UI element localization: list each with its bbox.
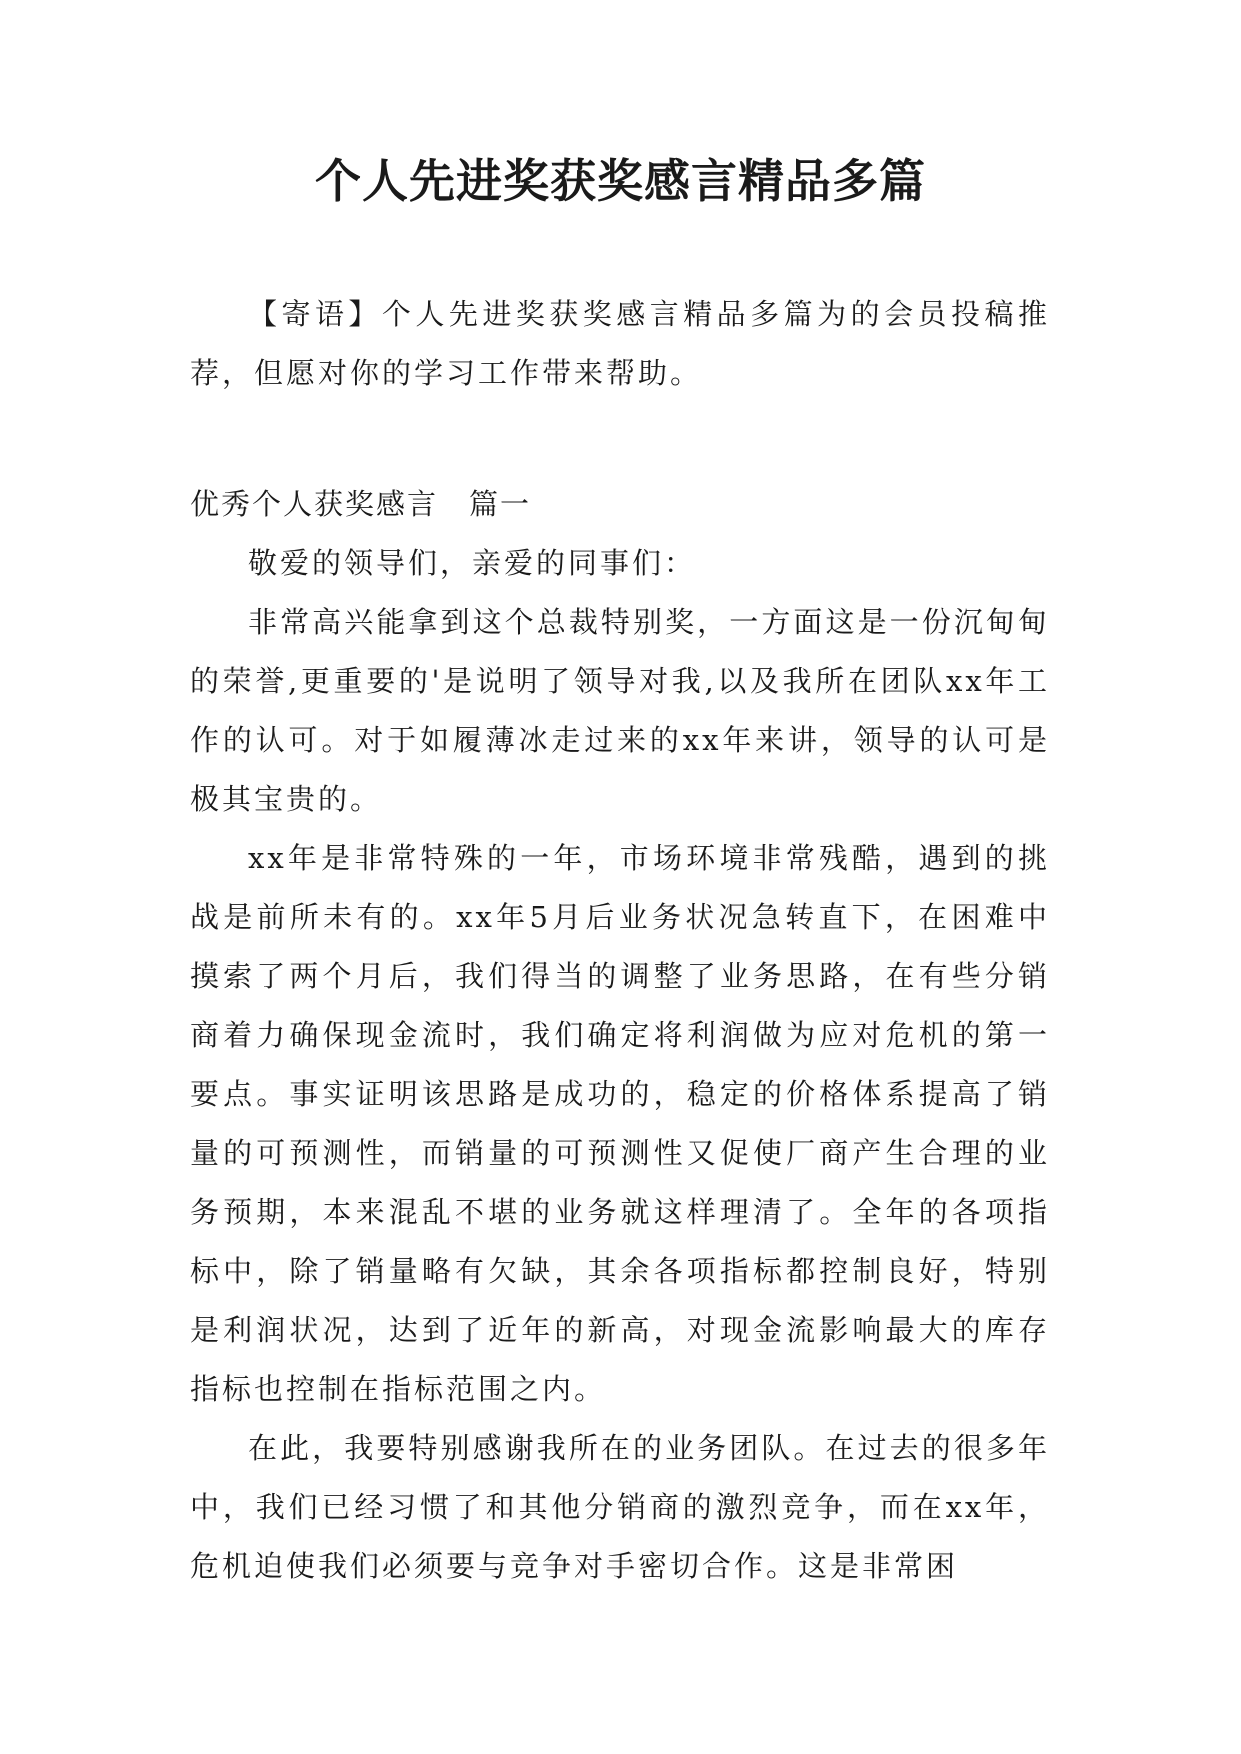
paragraph-3: 在此，我要特别感谢我所在的业务团队。在过去的很多年中，我们已经习惯了和其他分销商的激烈竞争，而在xx年，危机迫使我们必须要与竞争对手密切合作。这是非常困 <box>190 1431 1050 1583</box>
paragraph-greeting: 敬爱的领导们，亲爱的同事们： <box>248 546 697 580</box>
intro-paragraph: 【寄语】个人先进奖获奖感言精品多篇为的会员投稿推荐，但愿对你的学习工作带来帮助。 <box>190 297 1050 390</box>
section-heading: 优秀个人获奖感言 篇一 <box>190 487 532 521</box>
paragraph-1: 非常高兴能拿到这个总裁特别奖，一方面这是一份沉甸甸的荣誉,更重要的'是说明了领导对我,以及我所在团队xx年工作的认可。对于如履薄冰走过来的xx年来讲，领导的认可是极其宝贵的。 <box>190 605 1050 816</box>
paragraph-2: xx年是非常特殊的一年，市场环境非常残酷，遇到的挑战是前所未有的。xx年5月后业务状况急转直下，在困难中摸索了两个月后，我们得当的调整了业务思路，在有些分销商着力确保现金流时，我们确定将利润做为应对危机的第一要点。事实证明该思路是成功的，稳定的价格体系提高了销量的可预测性，而销量的可预测性又促使厂商产生合理的业务预期，本来混乱不堪的业务就这样理清了。全年的各项指标中，除了销量略有欠缺，其余各项指标都控制良好，特别是利润状况，达到了近年的新高，对现金流影响最大的库存指标也控制在指标范围之内。 <box>190 841 1050 1406</box>
document-title: 个人先进奖获奖感言精品多篇 <box>315 154 926 208</box>
document-body <box>190 285 1050 1596</box>
